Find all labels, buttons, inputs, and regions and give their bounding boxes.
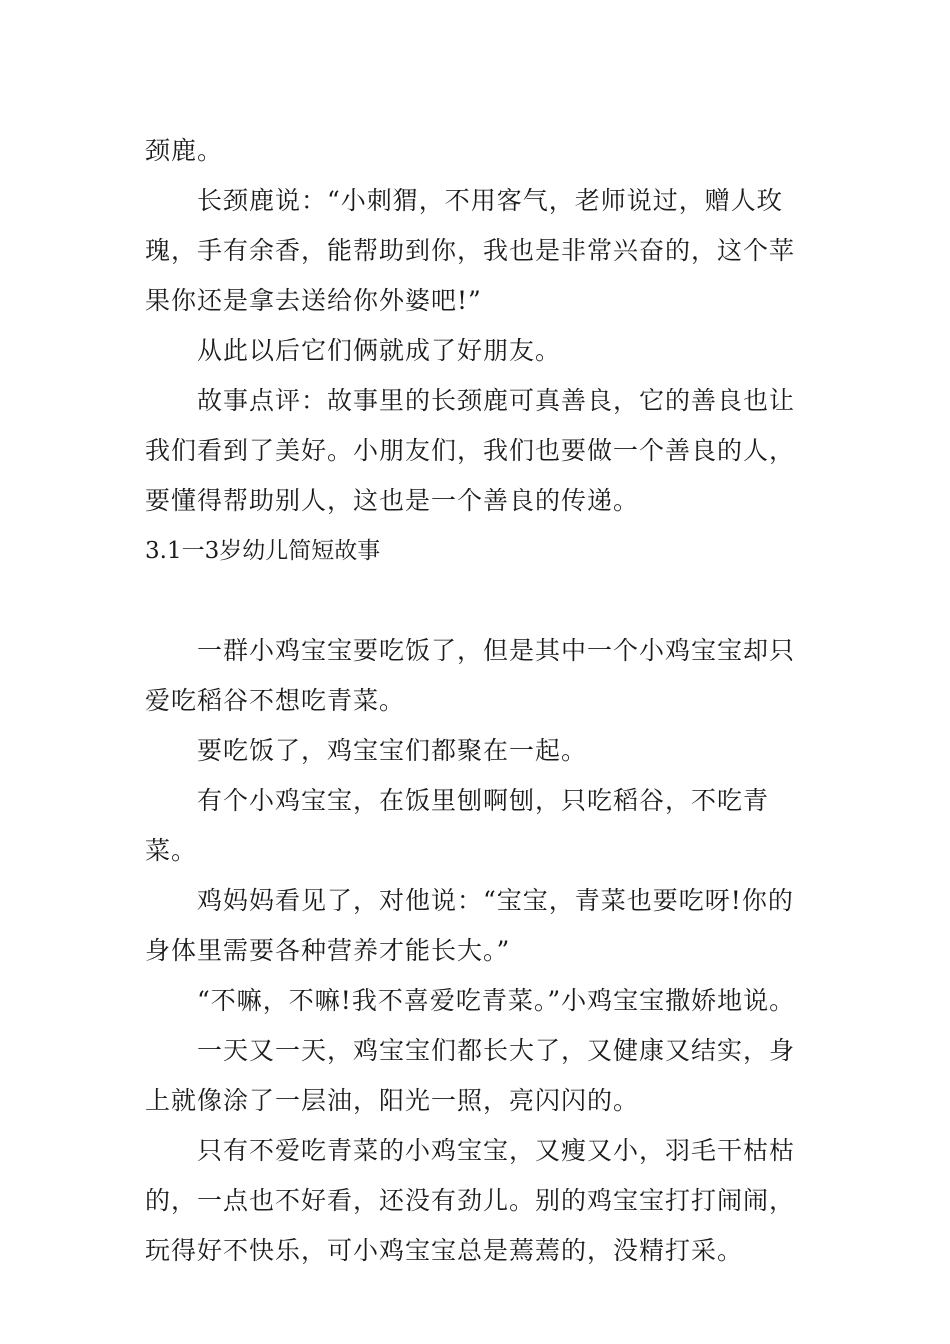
paragraph: 一群小鸡宝宝要吃饭了，但是其中一个小鸡宝宝却只爱吃稻谷不想吃青菜。 [145,636,796,715]
paragraph: 鸡妈妈看见了，对他说：“宝宝，青菜也要吃呀!你的身体里需要各种营养才能长大。” [145,886,794,965]
section-heading: 3.1一3岁幼儿简短故事 [145,538,381,564]
paragraph: 一天又一天，鸡宝宝们都长大了，又健康又结实，身上就像涂了一层油，阳光一照，亮闪闪的。 [145,1036,796,1115]
paragraph: 颈鹿。 [145,136,224,165]
paragraph: 故事点评：故事里的长颈鹿可真善良，它的善良也让我们看到了美好。小朋友们，我们也要做一个善良的人，要懂得帮助别人，这也是一个善良的传递。 [145,386,796,515]
document-page [145,126,807,1276]
spacer [145,576,807,626]
paragraph: 长颈鹿说：“小刺猬，不用客气，老师说过，赠人玫瑰，手有余香，能帮助到你，我也是非常兴奋的，这个苹果你还是拿去送给你外婆吧!” [145,186,796,315]
paragraph: 从此以后它们俩就成了好朋友。 [197,336,562,365]
paragraph: 只有不爱吃青菜的小鸡宝宝，又瘦又小，羽毛干枯枯的，一点也不好看，还没有劲儿。别的鸡宝宝打打闹闹，玩得好不快乐，可小鸡宝宝总是蔫蔫的，没精打采。 [145,1136,796,1265]
paragraph: 有个小鸡宝宝，在饭里刨啊刨，只吃稻谷，不吃青菜。 [145,786,770,865]
paragraph: “不嘛，不嘛!我不喜爱吃青菜。”小鸡宝宝撒娇地说。 [197,986,796,1015]
paragraph: 要吃饭了，鸡宝宝们都聚在一起。 [197,736,588,765]
